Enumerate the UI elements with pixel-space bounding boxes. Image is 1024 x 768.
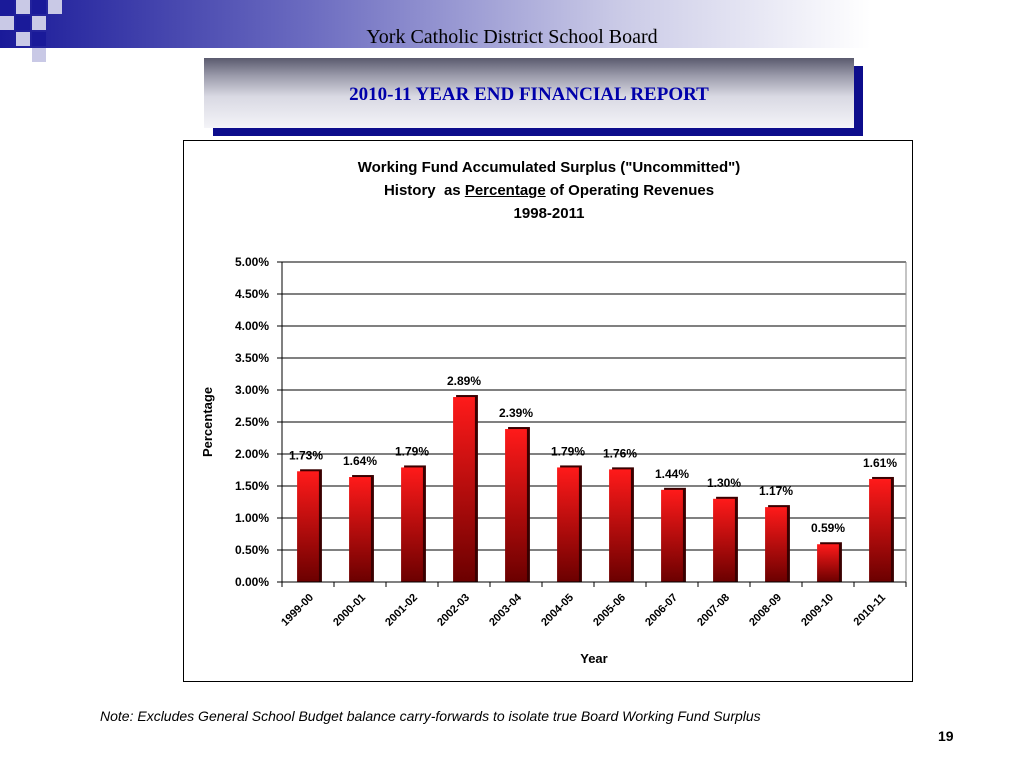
y-tick-label: 0.50% <box>234 543 269 557</box>
data-label: 1.73% <box>288 448 324 463</box>
report-banner <box>204 58 854 128</box>
x-tick-label: 2008-09 <box>747 591 785 629</box>
bar <box>297 471 319 582</box>
data-label: 1.64% <box>342 454 378 469</box>
x-tick-label: 2009-10 <box>799 591 837 629</box>
y-axis-title: Percentage <box>200 386 215 458</box>
board-name: York Catholic District School Board <box>366 26 658 48</box>
data-label: 1.30% <box>706 475 742 490</box>
y-tick-label: 4.00% <box>234 319 269 333</box>
bar <box>505 429 527 582</box>
x-tick-label: 2010-11 <box>851 591 889 629</box>
data-label: 1.79% <box>394 444 430 459</box>
y-tick-label: 2.50% <box>234 415 269 429</box>
data-label: 1.17% <box>758 484 794 499</box>
chart-title-line2-suffix: of Operating Revenues <box>545 182 715 199</box>
x-tick-label: 2003-04 <box>487 591 525 629</box>
x-tick-label: 2007-08 <box>695 591 733 629</box>
x-tick-label: 2004-05 <box>539 591 577 629</box>
bar <box>349 477 371 582</box>
data-label: 1.61% <box>862 455 898 470</box>
y-tick-label: 3.00% <box>234 383 269 397</box>
bar <box>869 479 891 582</box>
bar <box>557 467 579 582</box>
chart-title-line1: Working Fund Accumulated Surplus ("Uncommitted") <box>357 159 741 176</box>
x-axis-title: Year <box>580 651 608 666</box>
data-label: 1.76% <box>602 446 638 461</box>
chart-frame <box>183 140 913 682</box>
y-tick-label: 5.00% <box>234 255 269 269</box>
x-tick-label: 2001-02 <box>383 591 421 629</box>
bar <box>713 499 735 582</box>
y-tick-label: 3.50% <box>234 351 269 365</box>
report-title: 2010-11 YEAR END FINANCIAL REPORT <box>349 84 709 105</box>
chart-title-line2-prefix: History as <box>383 182 465 199</box>
bar <box>453 397 475 582</box>
chart-title-line3: 1998-2011 <box>513 205 585 222</box>
data-label: 1.79% <box>550 444 586 459</box>
y-tick-label: 1.00% <box>234 511 269 525</box>
data-label: 2.89% <box>446 374 482 389</box>
y-tick-label: 4.50% <box>234 287 269 301</box>
data-label: 0.59% <box>810 521 846 536</box>
x-tick-label: 2006-07 <box>643 591 681 629</box>
bar <box>609 469 631 582</box>
y-tick-label: 2.00% <box>234 447 269 461</box>
y-tick-label: 1.50% <box>234 479 269 493</box>
data-label: 2.39% <box>498 406 534 421</box>
bar <box>661 490 683 582</box>
data-label: 1.44% <box>654 466 690 481</box>
bar <box>817 544 839 582</box>
y-tick-label: 0.00% <box>234 575 269 589</box>
chart-title-emphasis: Percentage <box>464 182 546 199</box>
x-tick-label: 2002-03 <box>435 591 473 629</box>
page-number: 19 <box>938 728 954 744</box>
bar <box>401 467 423 582</box>
bar <box>765 507 787 582</box>
footnote: Note: Excludes General School Budget balance carry-forwards to isolate true Board Working Fund Surplus <box>100 708 761 724</box>
bar-chart <box>184 141 912 681</box>
x-tick-label: 2000-01 <box>331 591 369 629</box>
x-tick-label: 1999-00 <box>279 591 317 629</box>
x-tick-label: 2005-06 <box>591 591 629 629</box>
